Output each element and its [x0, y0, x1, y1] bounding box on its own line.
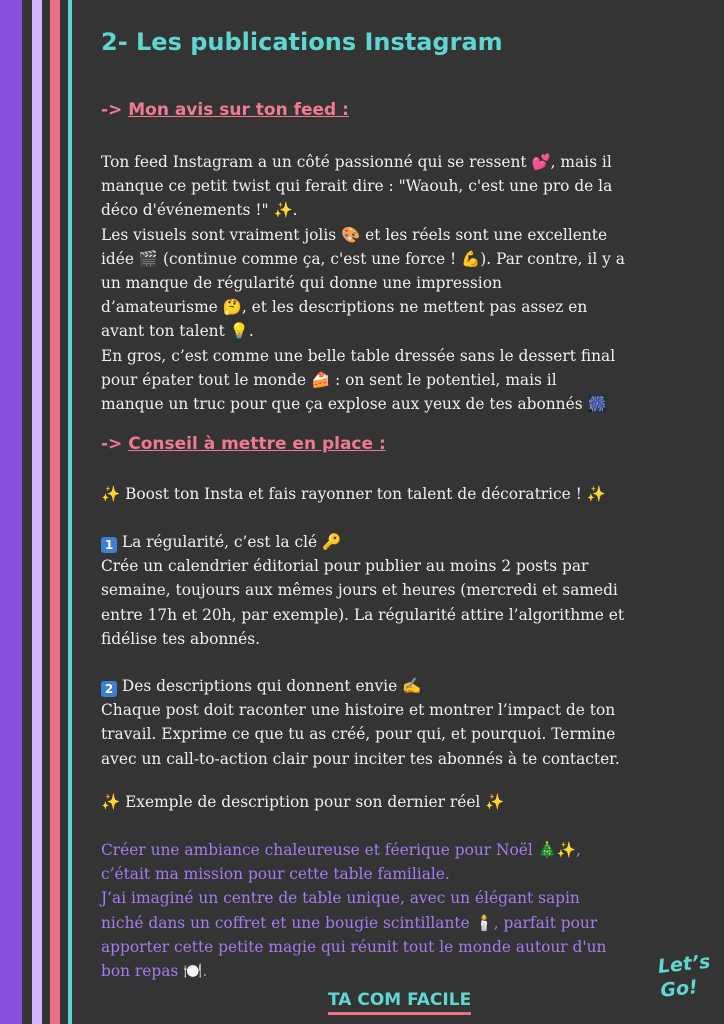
- advice-title: 1 La régularité, c’est la clé 🔑: [101, 530, 701, 554]
- christmas-tree-icon: 🎄✨: [537, 841, 577, 859]
- muscle-icon: 💪: [461, 249, 481, 268]
- decor-stripe-lavender: [32, 0, 42, 1024]
- text-line: fidélise tes abonnés.: [101, 629, 261, 648]
- text-line: apporter cette petite magie qui réunit tout le monde autour d'un: [101, 937, 607, 956]
- cake-icon: 🍰: [310, 370, 331, 389]
- text-line: bon repas 🍽️.: [101, 962, 208, 981]
- text-line: d’amateurisme 🤔, et les descriptions ne mettent pas assez en: [101, 298, 588, 317]
- text-line: un manque de régularité qui donne une impression: [101, 274, 502, 293]
- lets-go-logo: [657, 949, 720, 1020]
- key-icon: 🔑: [322, 533, 342, 551]
- text-line: J’ai imaginé un centre de table unique, avec un élégant sapin: [101, 889, 580, 908]
- keycap-two-icon: 2: [101, 681, 117, 697]
- text-line: Crée un calendrier éditorial pour publier au moins 2 posts par: [101, 557, 589, 576]
- text-line: avec un call-to-action clair pour inciter tes abonnés à te contacter.: [101, 749, 620, 768]
- text-line: déco d'événements !" ✨.: [101, 201, 298, 220]
- brand-footer: TA COM FACILE: [328, 990, 471, 1015]
- decor-stripe-gap: [60, 0, 68, 1024]
- clapper-icon: 🎬: [138, 249, 159, 268]
- decor-stripe-purple: [0, 0, 22, 1024]
- logo-text-line: Go!: [659, 976, 699, 1002]
- sparkles-icon: ✨: [273, 201, 293, 220]
- writing-hand-icon: ✍️: [402, 677, 422, 695]
- text-line: En gros, c’est comme une belle table dressée sans le dessert final: [101, 346, 616, 365]
- text-line: manque un truc pour que ça explose aux yeux de tes abonnés 🎆: [101, 395, 607, 414]
- example-heading: ✨ Exemple de description pour son dernier réel ✨: [101, 793, 505, 811]
- plate-icon: 🍽️: [183, 962, 203, 981]
- hearts-icon: 💕: [531, 153, 551, 171]
- text-line: Chaque post doit raconter une histoire et montrer l’impact de ton: [101, 701, 616, 720]
- keycap-one-icon: 1: [101, 537, 117, 553]
- logo-text-line: Let’s: [656, 950, 712, 978]
- text-line: avant ton talent 💡.: [101, 322, 254, 341]
- conseil-section-heading: [101, 434, 386, 454]
- heading-text: Conseil à mettre en place :: [128, 434, 386, 454]
- candle-icon: 🕯️: [474, 913, 494, 932]
- feed-review-text: [101, 150, 701, 416]
- advice-point-1: [101, 530, 701, 651]
- sparkles-icon: ✨: [586, 485, 606, 503]
- light-bulb-icon: 💡: [229, 322, 249, 341]
- text-line: semaine, toujours aux mêmes jours et heures (mercredi et samedi: [101, 581, 618, 600]
- page-title: 2- Les publications Instagram: [101, 28, 503, 56]
- example-description: [101, 838, 701, 983]
- advice-point-2: [101, 674, 701, 771]
- sparkles-icon: ✨: [101, 793, 121, 811]
- sparkles-icon: ✨: [485, 793, 505, 811]
- text-line: Ton feed Instagram a un côté passionné qui se ressent 💕, mais il: [101, 153, 612, 171]
- decor-stripe-pink: [50, 0, 60, 1024]
- feed-section-heading: [101, 100, 349, 120]
- thinking-face-icon: 🤔: [222, 298, 242, 317]
- decor-stripe-gap: [22, 0, 32, 1024]
- text-line: Les visuels sont vraiment jolis 🎨 et les réels sont une excellente: [101, 225, 608, 244]
- text-line: manque ce petit twist qui ferait dire : "Waouh, c'est une pro de la: [101, 177, 613, 196]
- text-line: pour épater tout le monde 🍰 : on sent le potentiel, mais il: [101, 370, 557, 389]
- conseil-intro: ✨ Boost ton Insta et fais rayonner ton talent de décoratrice ! ✨: [101, 485, 606, 503]
- text-line: idée 🎬 (continue comme ça, c'est une force ! 💪). Par contre, il y a: [101, 249, 625, 268]
- text-line: c’était ma mission pour cette table familiale.: [101, 865, 450, 884]
- heading-arrow: ->: [101, 100, 129, 120]
- text-line: travail. Exprime ce que tu as créé, pour qui, et pourquoi. Termine: [101, 725, 616, 744]
- fireworks-icon: 🎆: [587, 395, 607, 414]
- sparkles-icon: ✨: [101, 485, 121, 503]
- text-line: Créer une ambiance chaleureuse et féerique pour Noël 🎄✨,: [101, 841, 581, 859]
- text-line: niché dans un coffret et une bougie scintillante 🕯️, parfait pour: [101, 913, 598, 932]
- heading-text: Mon avis sur ton feed :: [128, 100, 349, 120]
- text-line: entre 17h et 20h, par exemple). La régularité attire l’algorithme et: [101, 605, 625, 624]
- palette-icon: 🎨: [341, 225, 361, 244]
- decor-stripe-teal: [68, 0, 72, 1024]
- advice-title: 2 Des descriptions qui donnent envie ✍️: [101, 674, 701, 698]
- heading-arrow: ->: [101, 434, 129, 454]
- decor-stripe-gap: [42, 0, 50, 1024]
